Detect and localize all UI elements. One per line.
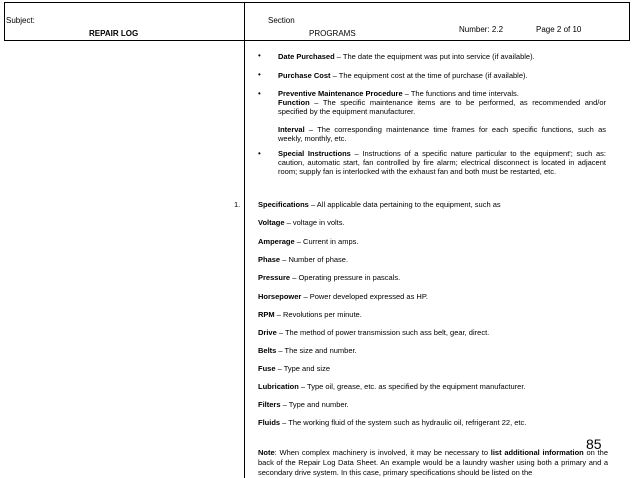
spec-item-lubrication <box>258 382 526 391</box>
spec-desc: – Number of phase. <box>280 255 349 264</box>
spec-desc: – Type oil, grease, etc. as specified by the equipment manufacturer. <box>298 382 526 391</box>
bullet-desc: – The date the equipment was put into service (if available). <box>334 52 535 61</box>
document-header <box>4 2 630 41</box>
interval-desc: – The corresponding maintenance time frames for each specific functions, such as weekly, monthly, etc. <box>278 125 606 143</box>
spec-item-filters <box>258 400 349 409</box>
spec-desc: – Type and size <box>275 364 330 373</box>
note-term: Note <box>258 448 275 457</box>
spec-item-drive <box>258 328 489 337</box>
bullet-term: Special Instructions <box>278 149 351 158</box>
specifications-heading <box>258 200 501 209</box>
header-border-left <box>4 3 5 40</box>
specifications-desc: – All applicable data pertaining to the equipment, such as <box>308 200 501 209</box>
function-term: Function <box>278 98 310 107</box>
bullet-preventive-maintenance <box>278 89 606 116</box>
spec-item-phase <box>258 255 348 264</box>
spec-desc: – The working fluid of the system such as hydraulic oil, refrigerant 22, etc. <box>280 418 527 427</box>
interval-paragraph <box>278 125 606 143</box>
spec-desc: – The size and number. <box>276 346 357 355</box>
spec-term: Horsepower <box>258 292 302 301</box>
bullet-icon: • <box>258 51 261 60</box>
spec-term: Amperage <box>258 237 295 246</box>
note-paragraph <box>258 448 608 478</box>
function-desc: – The specific maintenance items are to be performed, as recommended and/or specified by the equipment manufacturer. <box>278 98 606 116</box>
spec-term: Voltage <box>258 218 285 227</box>
bullet-icon: • <box>258 149 261 158</box>
specifications-term: Specifications <box>258 200 309 209</box>
page-number: 85 <box>586 436 602 452</box>
bullet-purchase-cost <box>278 71 606 80</box>
spec-term: Drive <box>258 328 277 337</box>
bullet-term: Preventive Maintenance Procedure <box>278 89 403 98</box>
bullet-icon: • <box>258 89 261 98</box>
spec-item-horsepower <box>258 292 428 301</box>
left-margin-rule <box>244 39 245 478</box>
spec-item-pressure <box>258 273 400 282</box>
section-label: Section <box>268 16 295 25</box>
spec-term: Fluids <box>258 418 281 427</box>
subject-label: Subject: <box>6 16 35 25</box>
header-border-right <box>629 3 630 40</box>
note-emphasis: list additional information <box>490 448 584 457</box>
bullet-term: Purchase Cost <box>278 71 331 80</box>
spec-term: Belts <box>258 346 277 355</box>
spec-desc: – Power developed expressed as HP. <box>301 292 428 301</box>
specifications-number: 1. <box>234 200 241 209</box>
bullet-icon: • <box>258 70 261 79</box>
spec-term: Filters <box>258 400 281 409</box>
spec-desc: – Type and number. <box>280 400 349 409</box>
spec-desc: – The method of power transmission such ass belt, gear, direct. <box>276 328 490 337</box>
document-number: Number: 2.2 <box>459 25 504 34</box>
spec-desc: – voltage in volts. <box>284 218 345 227</box>
spec-item-rpm <box>258 310 362 319</box>
spec-item-fluids <box>258 418 526 427</box>
subject-value: REPAIR LOG <box>89 29 139 38</box>
bullet-special-instructions <box>278 149 606 176</box>
bullet-desc: – The equipment cost at the time of purchase (if available). <box>330 71 528 80</box>
spec-desc: – Operating pressure in pascals. <box>290 273 401 282</box>
bullet-desc: – Instructions of a specific nature particular to the equipment'; such as: caution, automatic start, fan controlled by fire alarm; electrical disconnect is located in adjacent room; supply fan is interlocked with the exhaust fan and both must be restarted, etc. <box>278 149 606 176</box>
bullet-desc: – The functions and time intervals. <box>402 89 519 98</box>
page-indicator: Page 2 of 10 <box>536 25 582 34</box>
spec-term: Pressure <box>258 273 291 282</box>
spec-item-amperage <box>258 237 358 246</box>
note-text-2: on the back of the Repair Log Data Sheet. An example would be a laundry washer using both a primary and a secondary drive system. In this case, primary specifications should be listed on the <box>258 448 608 477</box>
bullet-date-purchased <box>278 52 606 61</box>
spec-desc: – Revolutions per minute. <box>274 310 362 319</box>
bullet-term: Date Purchased <box>278 52 335 61</box>
spec-item-fuse <box>258 364 330 373</box>
section-value: PROGRAMS <box>309 29 356 38</box>
spec-desc: – Current in amps. <box>294 237 359 246</box>
spec-term: Fuse <box>258 364 276 373</box>
note-text-1: : When complex machinery is involved, it may be necessary to <box>274 448 491 457</box>
spec-term: RPM <box>258 310 275 319</box>
spec-item-voltage <box>258 218 345 227</box>
spec-term: Phase <box>258 255 281 264</box>
header-divider <box>244 3 245 40</box>
spec-term: Lubrication <box>258 382 299 391</box>
spec-item-belts <box>258 346 357 355</box>
interval-term: Interval <box>278 125 305 134</box>
